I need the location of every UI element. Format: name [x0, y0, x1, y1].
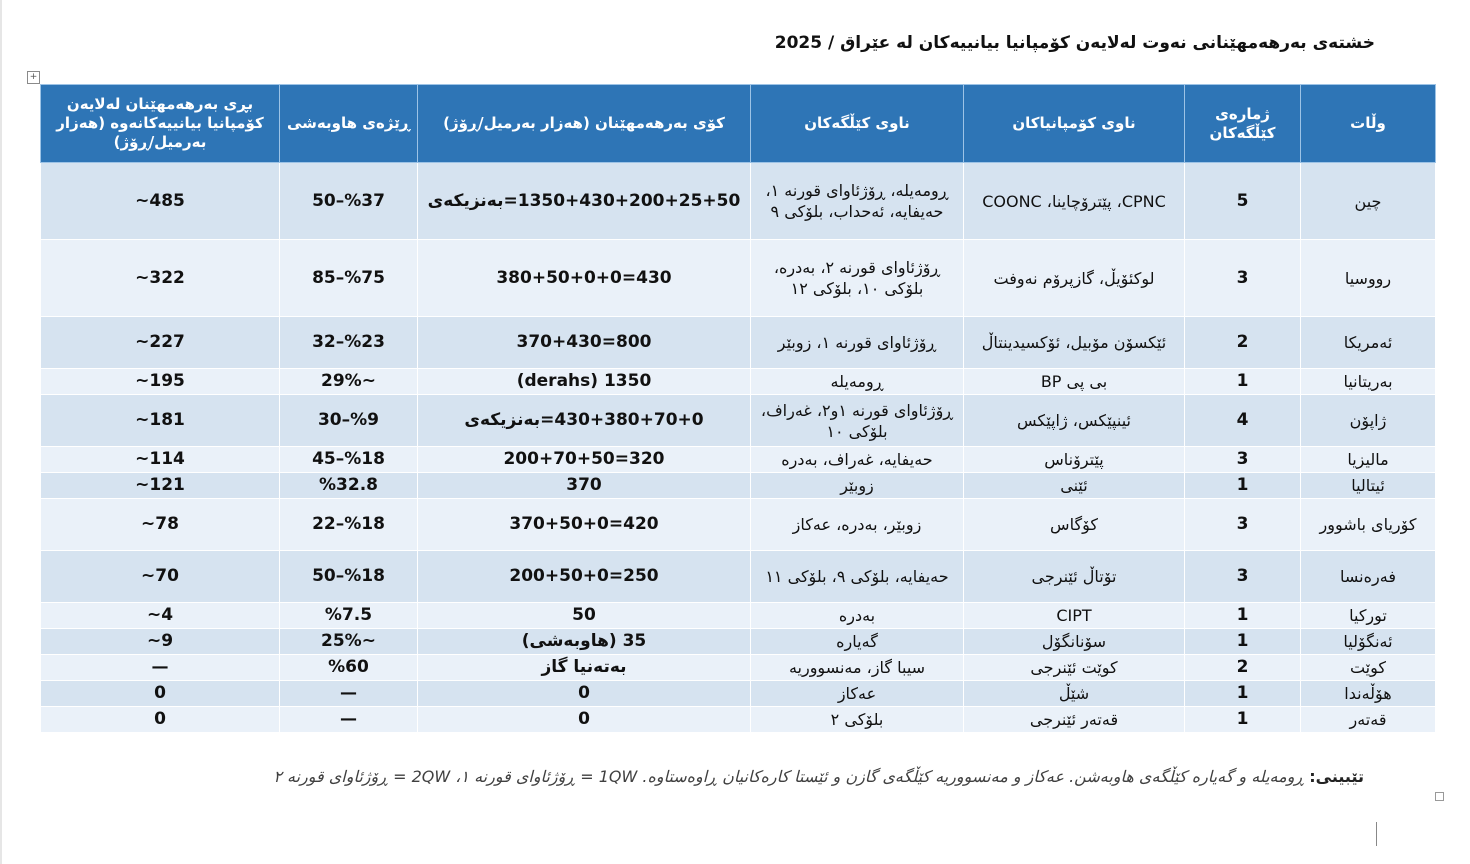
cell-country: فەرەنسا [1301, 551, 1436, 603]
page-edge [0, 0, 2, 864]
cell-country: ئەنگۆلیا [1301, 629, 1436, 655]
cell-fields: گەیارە [751, 629, 964, 655]
cell-companies: تۆتاڵ ئێنرجی [964, 551, 1185, 603]
cell-share: %23–32 [280, 317, 418, 369]
cell-country: چین [1301, 163, 1436, 240]
cell-fields: حەیفایە، بلۆکی ۹، بلۆکی ۱۱ [751, 551, 964, 603]
cell-total-production: 430=380+50+0+0 [418, 240, 751, 317]
table-move-handle-icon[interactable]: + [27, 71, 40, 84]
cell-fields: ڕۆژئاوای قورنە ۱و۲، غەراف، بلۆکی ۱۰ [751, 395, 964, 447]
cell-total-production: 800=370+430 [418, 317, 751, 369]
cell-foreign-production: 121~ [41, 473, 280, 499]
cell-field-count: 1 [1185, 473, 1301, 499]
cell-share: %9–30 [280, 395, 418, 447]
cell-country: بەریتانیا [1301, 369, 1436, 395]
table-row [41, 551, 1436, 603]
cell-foreign-production: 9~ [41, 629, 280, 655]
cell-fields: حەیفایە، غەراف، بەدرە [751, 447, 964, 473]
cell-companies: شێڵ [964, 681, 1185, 707]
table-header-row [41, 85, 1436, 163]
footnote-label: تێبینی: [1309, 767, 1364, 786]
cell-total-production: 370 [418, 473, 751, 499]
cell-total-production: 1350 (derahs) [418, 369, 751, 395]
header-total-production: کۆی بەرهەمهێنان (هەزار بەرمیل/ڕۆژ) [418, 85, 751, 163]
cell-field-count: 5 [1185, 163, 1301, 240]
header-field-count: ژمارەی کێڵگەکان [1185, 85, 1301, 163]
cell-companies: CPNC، پێترۆچاینا، COONC [964, 163, 1185, 240]
cell-total-production: بەتەنیا گاز [418, 655, 751, 681]
cell-fields: بلۆکی ۲ [751, 707, 964, 733]
cell-fields: سیبا گاز، مەنسووریە [751, 655, 964, 681]
cell-total-production: 1350+430+200+25+50=بەنزیکەی [418, 163, 751, 240]
cell-field-count: 3 [1185, 447, 1301, 473]
cell-companies: ئێنی [964, 473, 1185, 499]
cell-total-production: 0 [418, 681, 751, 707]
table-row [41, 317, 1436, 369]
cell-field-count: 4 [1185, 395, 1301, 447]
document-title: خشتەی بەرهەمهێنانی نەوت لەلایەن کۆمپانیا بیانییەکان لە عێراق / 2025 [774, 33, 1375, 53]
cell-share: — [280, 707, 418, 733]
cell-share: %32.8 [280, 473, 418, 499]
cell-country: کوێت [1301, 655, 1436, 681]
cell-foreign-production: 0 [41, 681, 280, 707]
table-row [41, 707, 1436, 733]
cell-companies: کوێت ئێنرجی [964, 655, 1185, 681]
cell-fields: عەکاز [751, 681, 964, 707]
cell-fields: ڕۆژئاوای قورنە ۱، زوبێر [751, 317, 964, 369]
header-fields: ناوی کێڵگەکان [751, 85, 964, 163]
cell-total-production: 420=370+50+0 [418, 499, 751, 551]
cell-fields: ڕۆژئاوای قورنە ۲، بەدرە، بلۆکی ۱۰، بلۆکی ۱۲ [751, 240, 964, 317]
cell-foreign-production: 322~ [41, 240, 280, 317]
oil-production-table [40, 84, 1436, 733]
cell-share: %37–50 [280, 163, 418, 240]
cell-foreign-production: 114~ [41, 447, 280, 473]
cell-share: %18–22 [280, 499, 418, 551]
cell-fields: ڕومەیلە، ڕۆژئاوای قورنە ۱، حەیفایە، ئەحداب، بلۆکی ۹ [751, 163, 964, 240]
cell-country: رووسیا [1301, 240, 1436, 317]
cell-total-production: 320=200+70+50 [418, 447, 751, 473]
table-row [41, 681, 1436, 707]
cell-companies: سۆنانگۆل [964, 629, 1185, 655]
cell-country: کۆریای باشوور [1301, 499, 1436, 551]
text-cursor [1376, 822, 1377, 846]
cell-share: %7.5 [280, 603, 418, 629]
table-row [41, 240, 1436, 317]
header-share: ڕێژەی هاوبەشی [280, 85, 418, 163]
cell-field-count: 1 [1185, 369, 1301, 395]
cell-country: هۆڵەندا [1301, 681, 1436, 707]
cell-foreign-production: 78~ [41, 499, 280, 551]
cell-companies: پێترۆناس [964, 447, 1185, 473]
header-country: وڵات [1301, 85, 1436, 163]
cell-share: ~25% [280, 629, 418, 655]
cell-total-production: 50 [418, 603, 751, 629]
table-row [41, 447, 1436, 473]
cell-field-count: 3 [1185, 499, 1301, 551]
cell-total-production: 35 (هاوبەشی) [418, 629, 751, 655]
cell-foreign-production: 0 [41, 707, 280, 733]
cell-fields: بەدرە [751, 603, 964, 629]
table-row [41, 603, 1436, 629]
cell-field-count: 1 [1185, 603, 1301, 629]
cell-total-production: 430+380+70+0=بەنزیکەی [418, 395, 751, 447]
cell-share: %60 [280, 655, 418, 681]
cell-country: مالیزیا [1301, 447, 1436, 473]
cell-companies: ئێکسۆن مۆبیل، ئۆکسیدینتاڵ [964, 317, 1185, 369]
table-row [41, 655, 1436, 681]
cell-total-production: 0 [418, 707, 751, 733]
table-row [41, 473, 1436, 499]
cell-country: ئەمریکا [1301, 317, 1436, 369]
cell-share: %18–50 [280, 551, 418, 603]
cell-country: تورکیا [1301, 603, 1436, 629]
cell-fields: زوبێر، بەدرە، عەکاز [751, 499, 964, 551]
table-row [41, 163, 1436, 240]
cell-foreign-production: 227~ [41, 317, 280, 369]
cell-companies: لوکئۆیڵ، گازپرۆم نەوفت [964, 240, 1185, 317]
cell-fields: ڕومەیلە [751, 369, 964, 395]
cell-total-production: 250=200+50+0 [418, 551, 751, 603]
cell-fields: زوبێر [751, 473, 964, 499]
cell-share: — [280, 681, 418, 707]
cell-share: %18–45 [280, 447, 418, 473]
table-row [41, 395, 1436, 447]
end-mark-icon [1435, 792, 1444, 801]
cell-country: قەتەر [1301, 707, 1436, 733]
cell-field-count: 1 [1185, 707, 1301, 733]
table-row [41, 499, 1436, 551]
cell-share: %75–85 [280, 240, 418, 317]
cell-companies: قەتەر ئێنرجی [964, 707, 1185, 733]
cell-foreign-production: 181~ [41, 395, 280, 447]
cell-companies: ئینپێکس، ژاپێکس [964, 395, 1185, 447]
cell-share: ~29% [280, 369, 418, 395]
table-row [41, 629, 1436, 655]
cell-field-count: 1 [1185, 681, 1301, 707]
cell-foreign-production: 485~ [41, 163, 280, 240]
cell-country: ژاپۆن [1301, 395, 1436, 447]
cell-field-count: 2 [1185, 655, 1301, 681]
cell-companies: کۆگاس [964, 499, 1185, 551]
cell-country: ئیتالیا [1301, 473, 1436, 499]
header-foreign-production: بڕی بەرهەمهێنان لەلایەن کۆمپانیا بیانییەکانەوە (هەزار بەرمیل/ڕۆژ) [41, 85, 280, 163]
cell-companies: CIPT [964, 603, 1185, 629]
table-row [41, 369, 1436, 395]
cell-foreign-production: 70~ [41, 551, 280, 603]
cell-companies: بی پی BP [964, 369, 1185, 395]
cell-field-count: 1 [1185, 629, 1301, 655]
footnote-text: ڕومەیلە و گەیارە کێڵگەی هاوبەشن. عەکاز و مەنسووریە کێڵگەی گازن و ئێستا کارەکانیان ڕاوەستاوە. 1QW = ڕۆژئاوای قورنە ۱، 2QW = ڕۆژئاوای قورنە ۲ [273, 767, 1305, 786]
cell-foreign-production: 4~ [41, 603, 280, 629]
cell-foreign-production: — [41, 655, 280, 681]
footnote [64, 767, 1364, 786]
cell-foreign-production: 195~ [41, 369, 280, 395]
header-companies: ناوی کۆمپانیاکان [964, 85, 1185, 163]
cell-field-count: 3 [1185, 240, 1301, 317]
cell-field-count: 2 [1185, 317, 1301, 369]
cell-field-count: 3 [1185, 551, 1301, 603]
